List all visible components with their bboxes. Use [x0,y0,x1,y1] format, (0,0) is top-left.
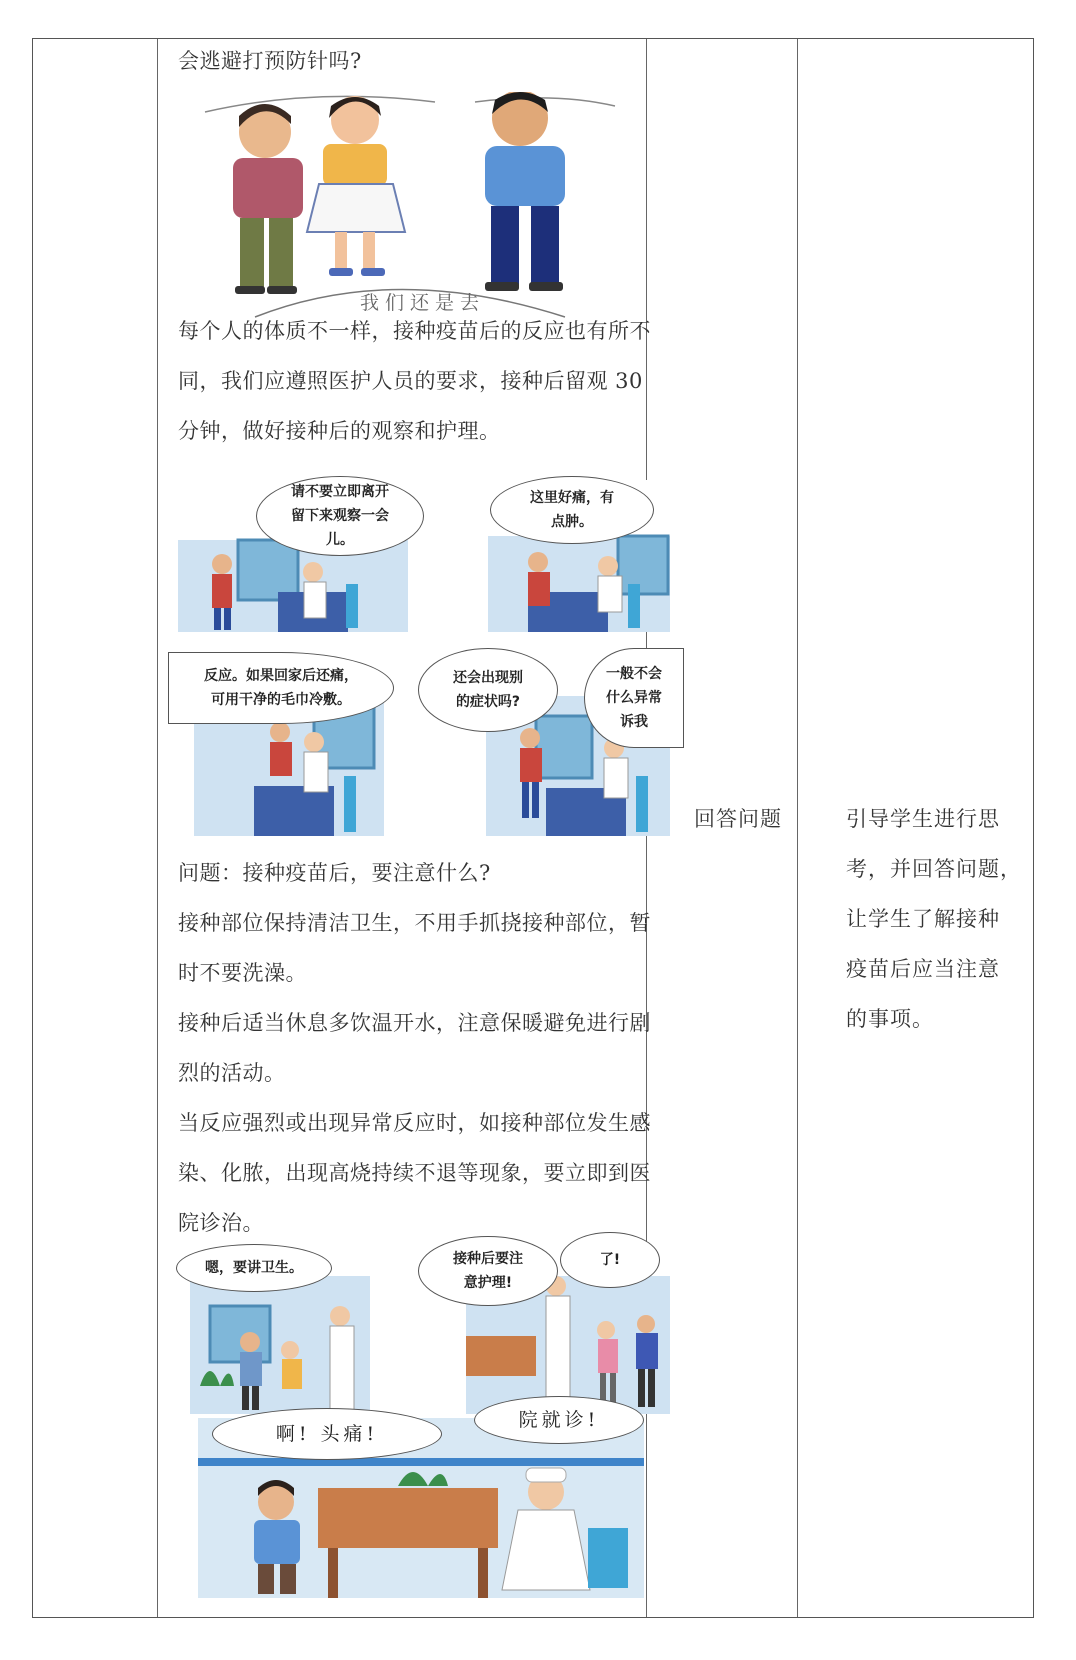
speech-bubble: 了! [560,1232,660,1288]
intro-question: 会逃避打预防针吗? [178,49,362,73]
design-intent-line: 疫苗后应当注意 [846,957,1000,981]
speech-bubble: 一般不会 什么异常 诉我 [584,648,684,748]
design-intent-line: 的事项。 [846,1007,934,1031]
speech-bubble: 院就诊! [474,1396,644,1444]
illustration-caption: 我们还是去 [360,292,486,314]
answer-line: 当反应强烈或出现异常反应时，如接种部位发生感 [178,1111,651,1135]
design-intent-line: 让学生了解接种 [846,907,1000,931]
speech-bubble: 还会出现别 的症状吗? [418,648,558,732]
answer-line: 接种后适当休息多饮温开水，注意保暖避免进行剧 [178,1011,651,1035]
body-line: 分钟，做好接种后的观察和护理。 [178,419,501,443]
answer-line: 烈的活动。 [178,1061,286,1085]
design-intent-line: 考，并回答问题， [846,857,1022,881]
body-line: 同，我们应遵照医护人员的要求，接种后留观 30 [178,369,643,393]
body-line: 每个人的体质不一样，接种疫苗后的反应也有所不 [178,319,651,343]
question-text: 问题：接种疫苗后，要注意什么? [178,861,491,885]
answer-line: 染、化脓，出现高烧持续不退等现象，要立即到医 [178,1161,651,1185]
answer-line: 时不要洗澡。 [178,961,307,985]
speech-bubble: 请不要立即离开 留下来观察一会 儿。 [256,476,424,556]
design-intent-line: 引导学生进行思 [846,807,1000,831]
speech-bubble: 反应。如果回家后还痛， 可用干净的毛巾冷敷。 [168,652,394,724]
speech-bubble: 接种后要注 意护理! [418,1236,558,1306]
column-divider [157,39,158,1617]
column-divider [797,39,798,1617]
answer-line: 接种部位保持清洁卫生，不用手抓挠接种部位，暂 [178,911,651,935]
speech-bubble: 嗯，要讲卫生。 [176,1244,332,1292]
answer-line: 院诊治。 [178,1211,264,1235]
speech-bubble: 啊! 头痛! [212,1408,442,1460]
speech-bubble: 这里好痛，有 点肿。 [490,476,654,544]
student-activity: 回答问题 [694,807,782,831]
